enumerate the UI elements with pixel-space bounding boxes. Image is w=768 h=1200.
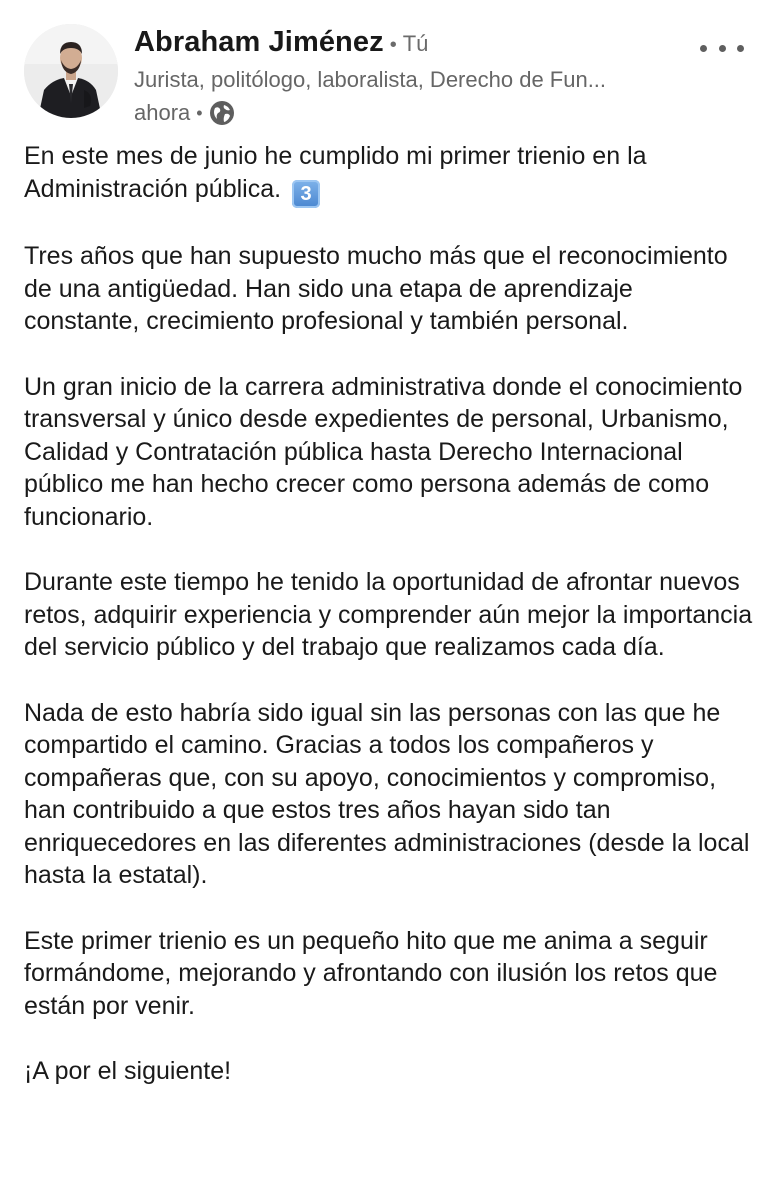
- post-paragraph-5: Nada de esto habría sido igual sin las personas con las que he compartido el camino. Gracias a todos los compañeros y compañeras que, con su apoyo, conocimientos y compromiso, han contribuido a que estos tres años hayan sido tan enriquecedores en las diferentes administraciones (desde la local hasta la estatal).: [24, 698, 750, 890]
- more-options-icon[interactable]: [700, 36, 744, 60]
- meta-separator: •: [196, 102, 203, 123]
- author-name-row: [134, 26, 694, 64]
- post-paragraph-3: Un gran inicio de la carrera administrativa donde el conocimiento transversal y único desde expedientes de personal, Urbanismo, Calidad y Contratación pública hasta Derecho Internacional público me han hecho crecer como persona además de como funcionario.: [24, 372, 743, 531]
- post-paragraph-1: [24, 140, 754, 208]
- post-paragraph-7: ¡A por el siguiente!: [24, 1057, 232, 1086]
- paragraph-text: En este mes de junio he cumplido mi primer trienio en la Administración pública.: [24, 142, 647, 203]
- post-meta: [134, 96, 694, 130]
- globe-icon: [209, 100, 235, 126]
- post-paragraph-4: Durante este tiempo he tenido la oportunidad de afrontar nuevos retos, adquirir experiencia y comprender aún mejor la importancia del servicio público y del trabajo que realizamos cada día.: [24, 568, 753, 662]
- post-header: [24, 24, 744, 124]
- author-headline: Jurista, politólogo, laboralista, Derecho de Fun...: [134, 67, 607, 92]
- more-dot: [719, 45, 726, 52]
- more-dot: [700, 45, 707, 52]
- post-paragraph-6: Este primer trienio es un pequeño hito que me anima a seguir formándome, mejorando y afrontando con ilusión los retos que están por venir.: [24, 926, 718, 1020]
- author-info: [134, 26, 694, 130]
- post-paragraph-2: Tres años que han supuesto mucho más que el reconocimiento de una antigüedad. Han sido una etapa de aprendizaje constante, crecimiento profesional y también personal.: [24, 242, 728, 336]
- relation-badge: Tú: [402, 31, 429, 56]
- post-time: ahora: [134, 100, 191, 125]
- keycap-3-emoji: 3: [292, 180, 320, 208]
- more-dot: [737, 45, 744, 52]
- author-name[interactable]: Abraham Jiménez: [134, 26, 384, 58]
- name-separator: •: [389, 34, 397, 56]
- profile-photo: [24, 24, 118, 118]
- avatar[interactable]: [24, 24, 118, 118]
- post-body: [24, 140, 754, 1120]
